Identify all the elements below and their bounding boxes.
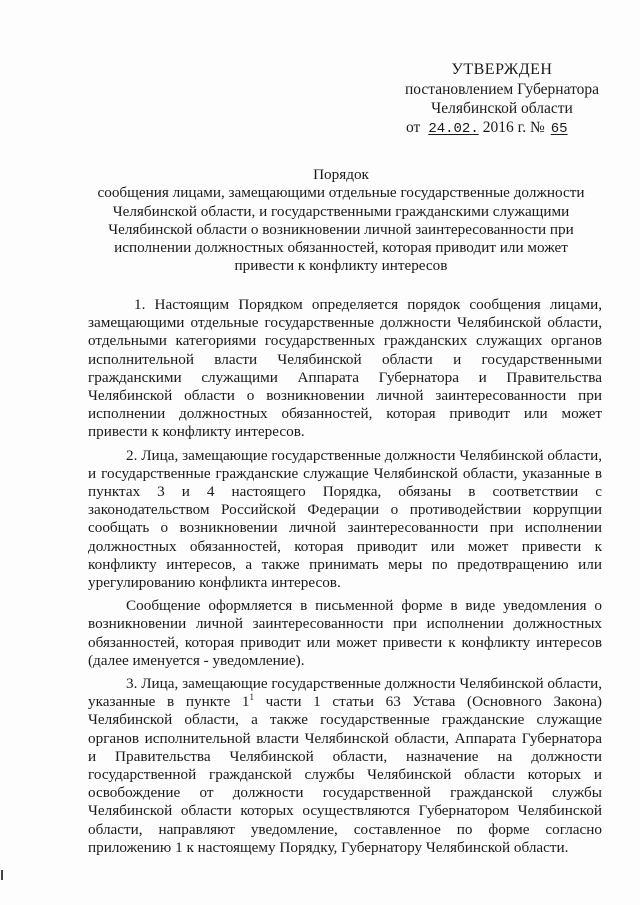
title-line: привести к конфликту интересов — [234, 257, 448, 275]
title-line: Челябинской области о возникновении личной заинтересованности при — [108, 220, 574, 238]
title-line: сообщения лицами, замещающими отдельные государственные должности — [97, 184, 585, 202]
paragraph-notification: Сообщение оформляется в письменной форме в виде уведомления о возникновении личной заинтересованности при исполнении должностных обязанностей, которая приводит или может привести к конфликту интересов (далее именуется - уведомление). — [88, 597, 602, 669]
approval-date-line — [392, 118, 612, 139]
paragraph-2: 2. Лица, замещающие государственные должности Челябинской области, и государственные гражданские служащие Челябинской области, указанные в пунктах 3 и 4 настоящего Порядка, обязаны в соответствии с законодательством Российской Федерации о противодействии коррупции сообщать о возникновении личной заинтересованности при исполнении должностных обязанностей, которая приводит или может привести к конфликту интересов, а также принимать меры по предотвращению или урегулированию конфликта интересов. — [88, 446, 602, 592]
paragraph-3 — [88, 675, 602, 857]
paragraph-3-start: 3. Лица, замещающие государственные должности Челябинской области, указанные в пункте 1 — [88, 675, 602, 711]
title-heading: Порядок — [313, 166, 369, 183]
title-line: исполнении должностных обязанностей, которая приводит или может — [114, 239, 568, 257]
paragraph-1: 1. Настоящим Порядком определяется порядок сообщения лицами, замещающими отдельные государственные должности Челябинской области, отдельными категориями государственных гражданских служащих органов исполнительной власти Челябинской области и государственными гражданскими служащими Аппарата Губернатора и Правительства Челябинской области о возникновении личной заинтересованности при исполнении должностных обязанностей, которая приводит или может привести к конфликту интересов. — [88, 296, 602, 441]
approval-line-region: Челябинской области — [431, 100, 573, 117]
paragraph-3-rest: части 1 статьи 63 Устава (Основного Закона) Челябинской области, а также государственные гражданские служащие органов исполнительной власти Челябинской области, Аппарата Губернатора и Правительства Челябинской области, назначение на должности государственной гражданской службы Челябинской области которых и освобождение от должности государственной гражданской службы Челябинской области которых осуществляются Губернатором Челябинской области, направляют уведомление, составленное по форме согласно приложению 1 к настоящему Порядку, Губернатору Челябинской области. — [88, 693, 602, 856]
approval-heading: УТВЕРЖДЕН — [451, 61, 553, 78]
year-text: 2016 г. № — [482, 119, 545, 136]
document-title — [80, 166, 602, 276]
title-line: Челябинской области, и государственными гражданскими служащими — [112, 202, 570, 220]
date-value: 24.02. — [428, 121, 479, 137]
document-body — [88, 296, 602, 862]
date-prefix: от — [406, 119, 421, 136]
document-number: 65 — [550, 121, 568, 137]
superscript-index: 1 — [249, 692, 255, 703]
scan-margin-mark — [1, 870, 3, 880]
approval-line-decree: постановлением Губернатора — [404, 81, 600, 98]
approval-block — [392, 60, 612, 139]
